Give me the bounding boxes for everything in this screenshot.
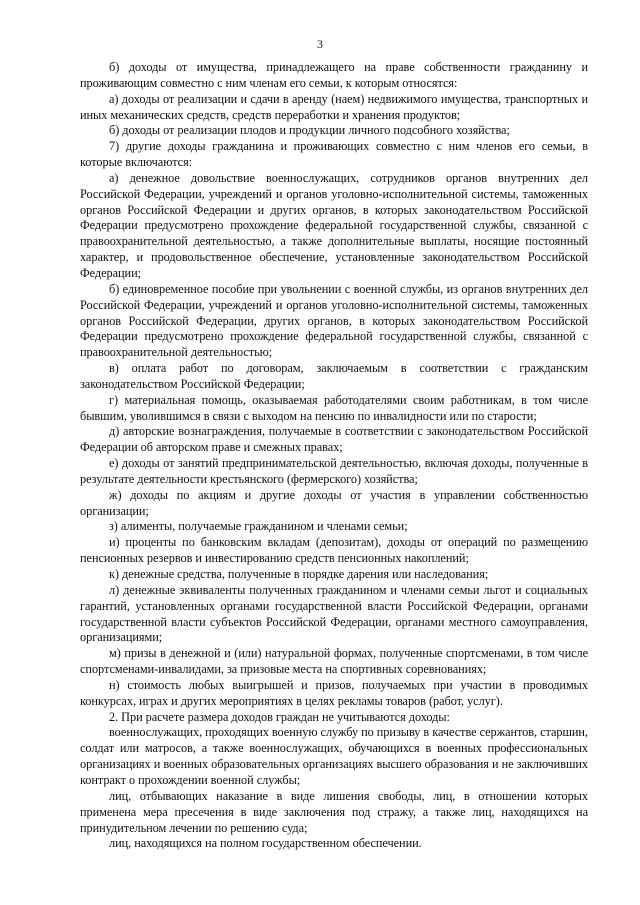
paragraph-conscript-servicemen: военнослужащих, проходящих военную службу по призыву в качестве сержантов, старшин, солдат или матросов, а также военнослужащих, обучающихся в военных профессиональных организациях и военных образовательных организациях высшего образования и не заключивших контракт о прохождении военной службы; bbox=[80, 725, 588, 787]
paragraph-subsidiary-farm-income: б) доходы от реализации плодов и продукции личного подсобного хозяйства; bbox=[109, 123, 510, 138]
paragraph-business-income: е) доходы от занятий предпринимательской деятельностью, включая доходы, полученные в результате деятельности крестьянского (фермерского) хозяйства; bbox=[80, 456, 588, 486]
paragraph-severance-allowance: б) единовременное пособие при увольнении с военной службы, из органов внутренних дел Российской Федерации, учреждений и органов уголовно-исполнительной системы, таможенных органов Российской Федерации, других органов, в которых законодательством Российской Федерации предусмотрено прохождение федеральной государственной службы, связанной с правоохранительной деятельностью; bbox=[80, 281, 588, 360]
paragraph-share-income: ж) доходы по акциям и другие доходы от участия в управлении собственностью организации; bbox=[80, 487, 588, 518]
page-number: 3 bbox=[317, 37, 323, 51]
paragraph-contract-payment: в) оплата работ по договорам, заключаемым в соответствии с гражданским законодательством Российской Федерации; bbox=[80, 361, 588, 391]
paragraph-state-support-persons: лиц, находящихся на полном государственном обеспечении. bbox=[109, 836, 422, 851]
paragraph-real-estate-income: а) доходы от реализации и сдачи в аренду (наем) недвижимого имущества, транспортных и иных механических средств, средств переработки и хранения продуктов; bbox=[80, 91, 588, 122]
paragraph-excluded-income-heading: 2. При расчете размера доходов граждан не учитываются доходы: bbox=[109, 709, 450, 724]
paragraph-sports-prizes: м) призы в денежной и (или) натуральной формах, полученные спортсменами, в том числе спортсменами-инвалидами, за призовые места на спортивных соревнованиях; bbox=[80, 646, 588, 677]
paragraph-bank-interest: и) проценты по банковским вкладам (депозитам), доходы от операций по размещению пенсионных резервов и инвестированию средств пенсионных накоплений; bbox=[80, 535, 588, 566]
paragraph-alimony: з) алименты, получаемые гражданином и членами семьи; bbox=[109, 519, 408, 534]
paragraph-other-income: 7) другие доходы гражданина и проживающих совместно с ним членов его семьи, в которые включаются: bbox=[80, 139, 588, 170]
paragraph-imprisoned-persons: лиц, отбывающих наказание в виде лишения свободы, лиц, в отношении которых применена мера пресечения в виде заключения под стражу, а также лиц, находящихся на принудительном лечении по решению суда; bbox=[80, 788, 588, 835]
paragraph-income-from-property: б) доходы от имущества, принадлежащего на праве собственности гражданину и проживающим совместно с ним членам его семьи, к которым относятся: bbox=[80, 60, 588, 90]
document-body bbox=[80, 60, 588, 852]
paragraph-material-aid: г) материальная помощь, оказываемая работодателями своим работникам, в том числе бывшим, уволившимся в связи с выходом на пенсию по инвалидности или по старости; bbox=[80, 392, 588, 423]
paragraph-military-allowance: а) денежное довольствие военнослужащих, сотрудников органов внутренних дел Российской Федерации, учреждений и органов уголовно-исполнительной системы, таможенных органов Российской Федерации и других органов, в которых законодательством Российской Федерации предусмотрено прохождение федеральной государственной службы, связанной с правоохранительной деятельностью, а также дополнительные выплаты, носящие постоянный характер, и продовольственное обеспечение, установленные законодательством Российской Федерации; bbox=[80, 170, 588, 280]
paragraph-benefit-equivalents: л) денежные эквиваленты полученных гражданином и членами семьи льгот и социальных гарантий, установленных органами государственной власти Российской Федерации, органами государственной власти субъектов Российской Федерации, органами местного самоуправления, организациями; bbox=[80, 582, 588, 645]
paragraph-advertising-prizes: н) стоимость любых выигрышей и призов, получаемых при участии в проводимых конкурсах, играх и других мероприятиях в целях рекламы товаров (работ, услуг). bbox=[80, 677, 588, 708]
paragraph-author-fees: д) авторские вознаграждения, получаемые в соответствии с законодательством Российской Федерации об авторском праве и смежных правах; bbox=[80, 424, 588, 455]
paragraph-gifts-inheritance: к) денежные средства, полученные в порядке дарения или наследования; bbox=[109, 567, 489, 581]
